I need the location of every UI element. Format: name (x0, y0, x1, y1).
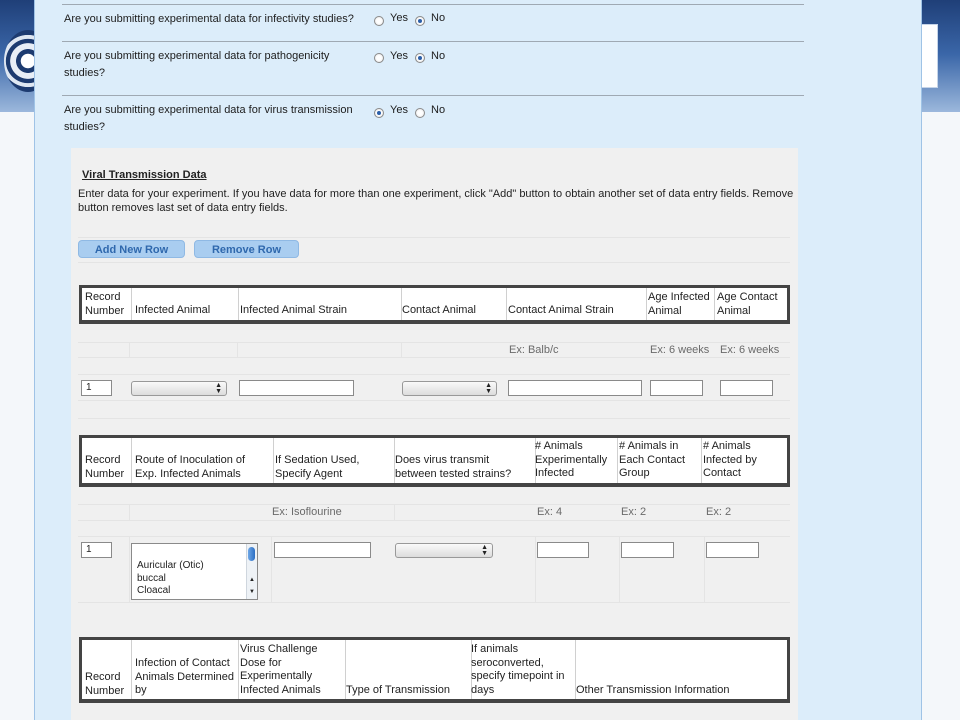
example-sedation-agent: Ex: Isoflourine (272, 506, 342, 518)
col-header-infected-animal-strain: Infected Animal Strain (240, 304, 348, 316)
age-infected-animal-input[interactable] (650, 380, 703, 396)
animals-exp-infected-input[interactable] (537, 542, 589, 558)
column-divider (401, 342, 402, 357)
listbox-scrollbar[interactable] (246, 544, 257, 599)
divider (78, 237, 790, 238)
divider (78, 262, 790, 263)
col-header-contact-animal: Contact Animal (402, 304, 476, 316)
scroll-up-icon[interactable]: ▲ (249, 577, 255, 583)
divider (78, 342, 790, 343)
scroll-down-icon[interactable]: ▼ (249, 589, 255, 595)
column-divider (619, 536, 620, 602)
question-transmission: Are you submitting experimental data for virus transmission studies? (64, 104, 353, 133)
column-divider (535, 536, 536, 602)
route-of-inoculation-listbox[interactable] (131, 543, 258, 600)
column-divider (646, 288, 647, 320)
radio-label-yes: Yes (390, 104, 408, 116)
select-arrows-icon: ▲ ▼ (481, 544, 488, 557)
animals-contact-group-input[interactable] (621, 542, 674, 558)
divider (62, 4, 804, 5)
section-title: Viral Transmission Data (82, 169, 207, 181)
listbox-option[interactable]: buccal (137, 573, 166, 584)
listbox-option[interactable]: Cloacal (137, 585, 171, 596)
divider (78, 374, 790, 375)
divider (78, 418, 790, 419)
radio-label-yes: Yes (390, 50, 408, 62)
col-header-sedation-agent: If Sedation Used, Specify Agent (275, 454, 360, 480)
column-divider (617, 438, 618, 483)
divider (78, 504, 790, 505)
listbox-option[interactable]: Auricular (Otic) (137, 560, 204, 571)
col-header-animals-exp-infected: # Animals Experimentally Infected (535, 440, 608, 479)
col-header-animals-contact-group: # Animals in Each Contact Group (619, 440, 686, 479)
radio-transmission-yes[interactable] (374, 108, 384, 118)
radio-infectivity-no[interactable] (415, 16, 425, 26)
column-divider (131, 288, 132, 320)
example-age-infected: Ex: 6 weeks (650, 344, 710, 356)
record-number-input[interactable]: 1 (81, 542, 112, 558)
question-pathogenicity: Are you submitting experimental data for pathogenicity studies? (64, 50, 330, 79)
divider (78, 602, 790, 603)
remove-row-button[interactable]: Remove Row (194, 240, 299, 258)
select-arrows-icon: ▲ ▼ (485, 382, 492, 395)
col-header-record-number: Record Number (85, 671, 125, 697)
col-header-infected-animal: Infected Animal (135, 304, 211, 316)
column-divider (506, 288, 507, 320)
col-header-record-number: Record Number (85, 291, 125, 317)
radio-pathogenicity-no[interactable] (415, 53, 425, 63)
example-animals-infected-contact: Ex: 2 (706, 506, 732, 518)
column-divider (714, 288, 715, 320)
sedation-agent-input[interactable] (274, 542, 371, 558)
example-age-contact: Ex: 6 weeks (720, 344, 780, 356)
col-header-virus-transmit: Does virus transmit between tested strains? (395, 454, 512, 480)
scrollbar-thumb[interactable] (248, 547, 255, 561)
column-divider (129, 504, 130, 520)
col-header-age-infected-animal: Age Infected Animal (648, 291, 710, 317)
col-header-virus-challenge-dose: Virus Challenge Dose for Experimentally Infected Animals (240, 643, 321, 696)
column-divider (273, 438, 274, 483)
radio-label-no: No (431, 12, 446, 24)
transmission-data-section (71, 148, 798, 720)
radio-infectivity-yes[interactable] (374, 16, 384, 26)
column-divider (271, 536, 272, 602)
col-header-infection-determined-by: Infection of Contact Animals Determined by (135, 657, 235, 696)
column-divider (704, 536, 705, 602)
example-animals-exp-infected: Ex: 4 (537, 506, 563, 518)
radio-pathogenicity-yes[interactable] (374, 53, 384, 63)
record-number-input[interactable]: 1 (81, 380, 112, 396)
virus-transmit-select[interactable] (395, 543, 493, 558)
column-divider (129, 536, 130, 602)
divider (78, 400, 790, 401)
col-header-contact-animal-strain: Contact Animal Strain (508, 304, 614, 316)
col-header-animals-infected-contact: # Animals Infected by Contact (703, 440, 757, 479)
example-animals-contact-group: Ex: 2 (621, 506, 647, 518)
select-arrows-icon: ▲ ▼ (215, 382, 222, 395)
divider (62, 95, 804, 96)
table1-header (79, 285, 790, 324)
divider (78, 520, 790, 521)
radio-label-no: No (431, 50, 446, 62)
column-divider (238, 288, 239, 320)
radio-label-yes: Yes (390, 12, 408, 24)
animals-infected-contact-input[interactable] (706, 542, 759, 558)
radio-label-no: No (431, 104, 446, 116)
column-divider (131, 438, 132, 483)
divider (78, 357, 790, 358)
divider (78, 536, 790, 537)
column-divider (238, 640, 239, 699)
col-header-route-of-inoculation: Route of Inoculation of Exp. Infected Animals (135, 454, 246, 480)
divider (62, 41, 804, 42)
col-header-other-transmission-info: Other Transmission Information (576, 684, 730, 696)
section-instructions: Enter data for your experiment. If you have data for more than one experiment, click "Add" button to obtain another set of data entry fields. Remove button removes last set of data entry fields. (78, 188, 794, 214)
age-contact-animal-input[interactable] (720, 380, 773, 396)
col-header-type-of-transmission: Type of Transmission (346, 684, 450, 696)
radio-transmission-no[interactable] (415, 108, 425, 118)
add-new-row-button[interactable]: Add New Row (78, 240, 185, 258)
table2-header (79, 435, 790, 487)
contact-animal-strain-input[interactable] (508, 380, 642, 396)
column-divider (394, 504, 395, 520)
table3-header (79, 637, 790, 703)
col-header-age-contact-animal: Age Contact Animal (717, 291, 778, 317)
col-header-seroconverted-timepoint: If animals seroconverted, specify timepoint in days (471, 643, 565, 696)
col-header-record-number: Record Number (85, 454, 125, 480)
example-contact-strain: Ex: Balb/c (509, 344, 559, 356)
column-divider (701, 438, 702, 483)
contact-animal-select[interactable] (402, 381, 497, 396)
column-divider (131, 640, 132, 699)
column-divider (237, 342, 238, 357)
column-divider (129, 342, 130, 357)
infected-animal-select[interactable] (131, 381, 227, 396)
infected-animal-strain-input[interactable] (239, 380, 354, 396)
question-infectivity: Are you submitting experimental data for infectivity studies? (64, 13, 354, 25)
